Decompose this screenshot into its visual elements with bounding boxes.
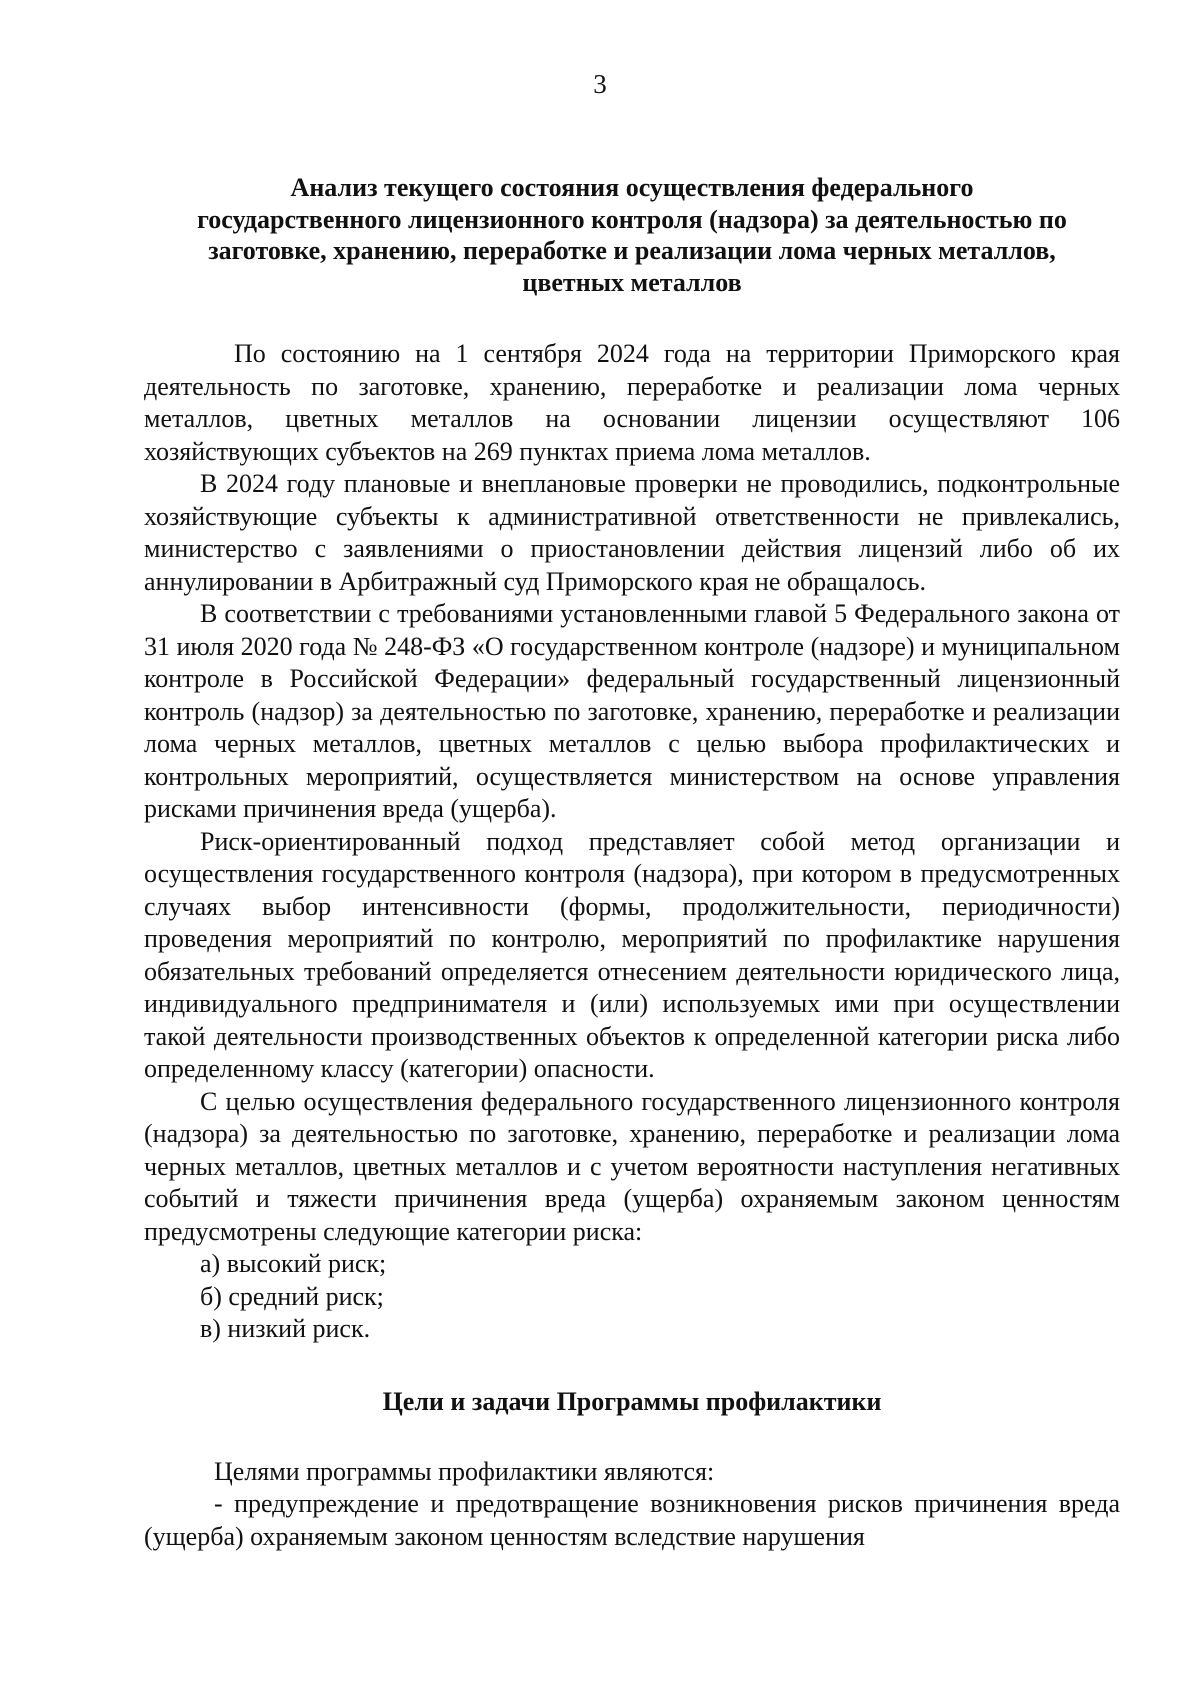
heading-line: цветных металлов xyxy=(522,267,742,297)
heading-line: государственного лицензионного контроля (надзора) за деятельностью по xyxy=(197,204,1067,234)
section-title: Цели и задачи Программы профилактики xyxy=(382,1386,882,1416)
analysis-section xyxy=(144,338,1120,1248)
paragraph: По состоянию на 1 сентября 2024 года на территории Приморского края деятельность по заготовке, хранению, переработке и реализации лома черных металлов, цветных металлов на основании лицензии осуществляют 106 хозяйствующих субъектов на 269 пунктах приема лома металлов. xyxy=(144,339,1120,466)
paragraph: С целью осуществления федерального государственного лицензионного контроля (надзора) за деятельностью по заготовке, хранению, переработке и реализации лома черных металлов, цветных металлов и с учетом вероятности наступления негативных событий и тяжести причинения вреда (ущерба) охраняемым законом ценностям предусмотрены следующие категории риска: xyxy=(144,1086,1120,1246)
risk-category-list xyxy=(144,1248,1120,1346)
document-body xyxy=(144,172,1120,1553)
paragraph: В 2024 году плановые и внеплановые проверки не проводились, подконтрольные хозяйствующие субъекты к административной ответственности не привлекались, министерство с заявлениями о приостановлении действия лицензий либо об их аннулировании в Арбитражный суд Приморского края не обращалось. xyxy=(144,469,1120,596)
goals-section xyxy=(144,1456,1120,1554)
document-heading xyxy=(144,172,1120,298)
heading-line: Анализ текущего состояния осуществления федерального xyxy=(290,173,974,202)
paragraph: - предупреждение и предотвращение возникновения рисков причинения вреда (ущерба) охраняемым законом ценностям вследствие нарушения xyxy=(144,1489,1120,1551)
list-item: б) средний риск; xyxy=(200,1281,384,1311)
list-item: а) высокий риск; xyxy=(200,1249,387,1278)
paragraph: Целями программы профилактики являются: xyxy=(214,1456,715,1486)
list-item: в) низкий риск. xyxy=(200,1314,371,1343)
paragraph: Риск-ориентированный подход представляет собой метод организации и осуществления государственного контроля (надзора), при котором в предусмотренных случаях выбор интенсивности (формы, продолжительности, периодичности) проведения мероприятий по контролю, мероприятий по профилактике нарушения обязательных требований определяется отнесением деятельности юридического лица, индивидуального предпринимателя и (или) используемых ими при осуществлении такой деятельности производственных объектов к определенной категории риска либо определенному классу (категории) опасности. xyxy=(144,826,1120,1083)
paragraph: В соответствии с требованиями установленными главой 5 Федерального закона от 31 июля 2020 года № 248-ФЗ «О государственном контроле (надзоре) и муниципальном контроле в Российской Федерации» федеральный государственный лицензионный контроль (надзор) за деятельностью по заготовке, хранению, переработке и реализации лома черных металлов, цветных металлов с целью выбора профилактических и контрольных мероприятий, осуществляется министерством на основе управления рисками причинения вреда (ущерба). xyxy=(144,599,1120,823)
page-number: 3 xyxy=(593,69,607,99)
heading-line: заготовке, хранению, переработке и реализации лома черных металлов, xyxy=(208,236,1056,265)
